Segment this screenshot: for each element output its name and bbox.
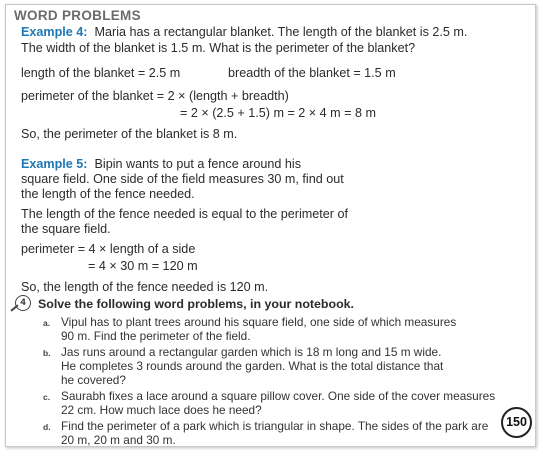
item-d-line2: 20 m, 20 m and 30 m. (61, 433, 176, 447)
item-b-line2: He completes 3 rounds around the garden. What is the total distance that (61, 359, 444, 373)
example4-calculation: = 2 × (2.5 + 1.5) m = 2 × 4 m = 8 m (180, 106, 377, 120)
item-c-letter: c. (43, 392, 51, 402)
example5-line4: The length of the fence needed is equal to the perimeter of (21, 207, 348, 221)
example4-perimeter-formula: perimeter of the blanket = 2 × (length + breadth) (21, 89, 289, 103)
item-a-letter: a. (43, 318, 51, 328)
item-b-line1: Jas runs around a rectangular garden which is 18 m long and 15 m wide. (61, 345, 442, 359)
example5-label: Example 5: (21, 157, 88, 171)
item-a-line1: Vipul has to plant trees around his square field, one side of which measures (61, 315, 457, 329)
example5-line3: the length of the fence needed. (21, 187, 195, 201)
example4-breadth: breadth of the blanket = 1.5 m (228, 66, 396, 80)
item-d-line1: Find the perimeter of a park which is triangular in shape. The sides of the park are (61, 419, 489, 433)
item-c-line1: Saurabh fixes a lace around a square pillow cover. One side of the cover measures (61, 389, 496, 403)
example5-conclusion: So, the length of the fence needed is 120 m. (21, 280, 269, 294)
example4-length: length of the blanket = 2.5 m (21, 66, 181, 80)
example4-line1: Example 4: Maria has a rectangular blanket. The length of the blanket is 2.5 m. (21, 25, 468, 39)
item-a-line2: 90 m. Find the perimeter of the field. (61, 329, 251, 343)
item-b-letter: b. (43, 348, 51, 358)
example5-line2: square field. One side of the field measures 30 m, find out (21, 172, 344, 186)
exercise-title: Solve the following word problems, in your notebook. (38, 297, 354, 311)
textbook-page (5, 4, 536, 447)
example5-line1: Example 5: Bipin wants to put a fence around his (21, 157, 302, 171)
page-number-badge: 150 (501, 407, 532, 438)
item-d-letter: d. (43, 422, 51, 432)
example5-line5: the square field. (21, 222, 111, 236)
example5-formula: perimeter = 4 × length of a side (21, 242, 196, 256)
example5-calculation: = 4 × 30 m = 120 m (88, 259, 198, 273)
example4-line2: The width of the blanket is 1.5 m. What is the perimeter of the blanket? (21, 41, 416, 55)
exercise-number-badge: 4 (15, 295, 31, 311)
item-c-line2: 22 cm. How much lace does he need? (61, 403, 262, 417)
example4-label: Example 4: (21, 25, 88, 39)
item-b-line3: he covered? (61, 373, 126, 387)
section-heading: WORD PROBLEMS (14, 8, 141, 23)
example4-conclusion: So, the perimeter of the blanket is 8 m. (21, 127, 238, 141)
